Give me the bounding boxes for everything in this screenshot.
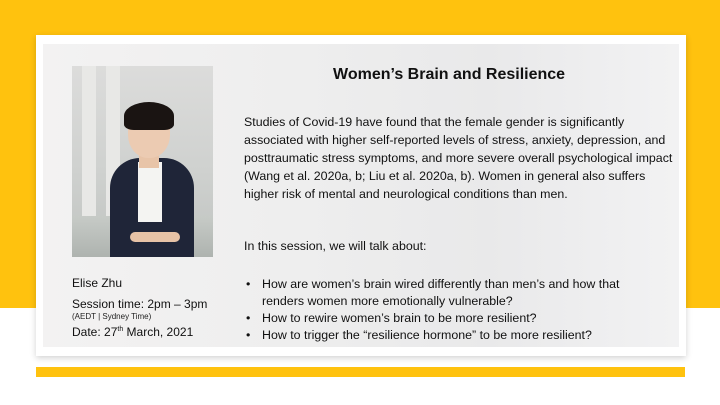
topic-item: • How to rewire women’s brain to be more resilient? — [246, 311, 537, 325]
card-content-area — [43, 44, 679, 347]
session-time: Session time: 2pm – 3pm — [72, 297, 208, 311]
topics-intro: In this session, we will talk about: — [244, 239, 427, 253]
bullet-icon: • — [246, 277, 251, 291]
bullet-icon: • — [246, 328, 251, 342]
topic-item: • How to trigger the “resilience hormone” to be more resilient? — [246, 328, 592, 342]
session-date: Date: 27th March, 2021 — [72, 325, 194, 339]
session-title: Women’s Brain and Resilience — [333, 66, 566, 83]
topic-item: • How are women’s brain wired differently than men’s and how that renders women more emotionally vulnerable? — [246, 277, 620, 308]
yellow-footer-bar — [36, 367, 685, 377]
session-description: Studies of Covid-19 have found that the female gender is significantly associated with higher self-reported levels of stress, anxiety, depression, and posttraumatic stress symptoms, and more severe overall psychological impact (Wang et al. 2020a, b; Liu et al. 2020a, b). Women in general also suffers higher risk of mental and neurological conditions than men. — [244, 115, 673, 201]
bullet-icon: • — [246, 311, 251, 325]
speaker-photo — [72, 66, 213, 257]
topics-list — [244, 276, 664, 344]
session-timezone: (AEDT | Sydney Time) — [72, 312, 152, 321]
event-card — [36, 35, 686, 356]
speaker-name: Elise Zhu — [72, 276, 123, 290]
